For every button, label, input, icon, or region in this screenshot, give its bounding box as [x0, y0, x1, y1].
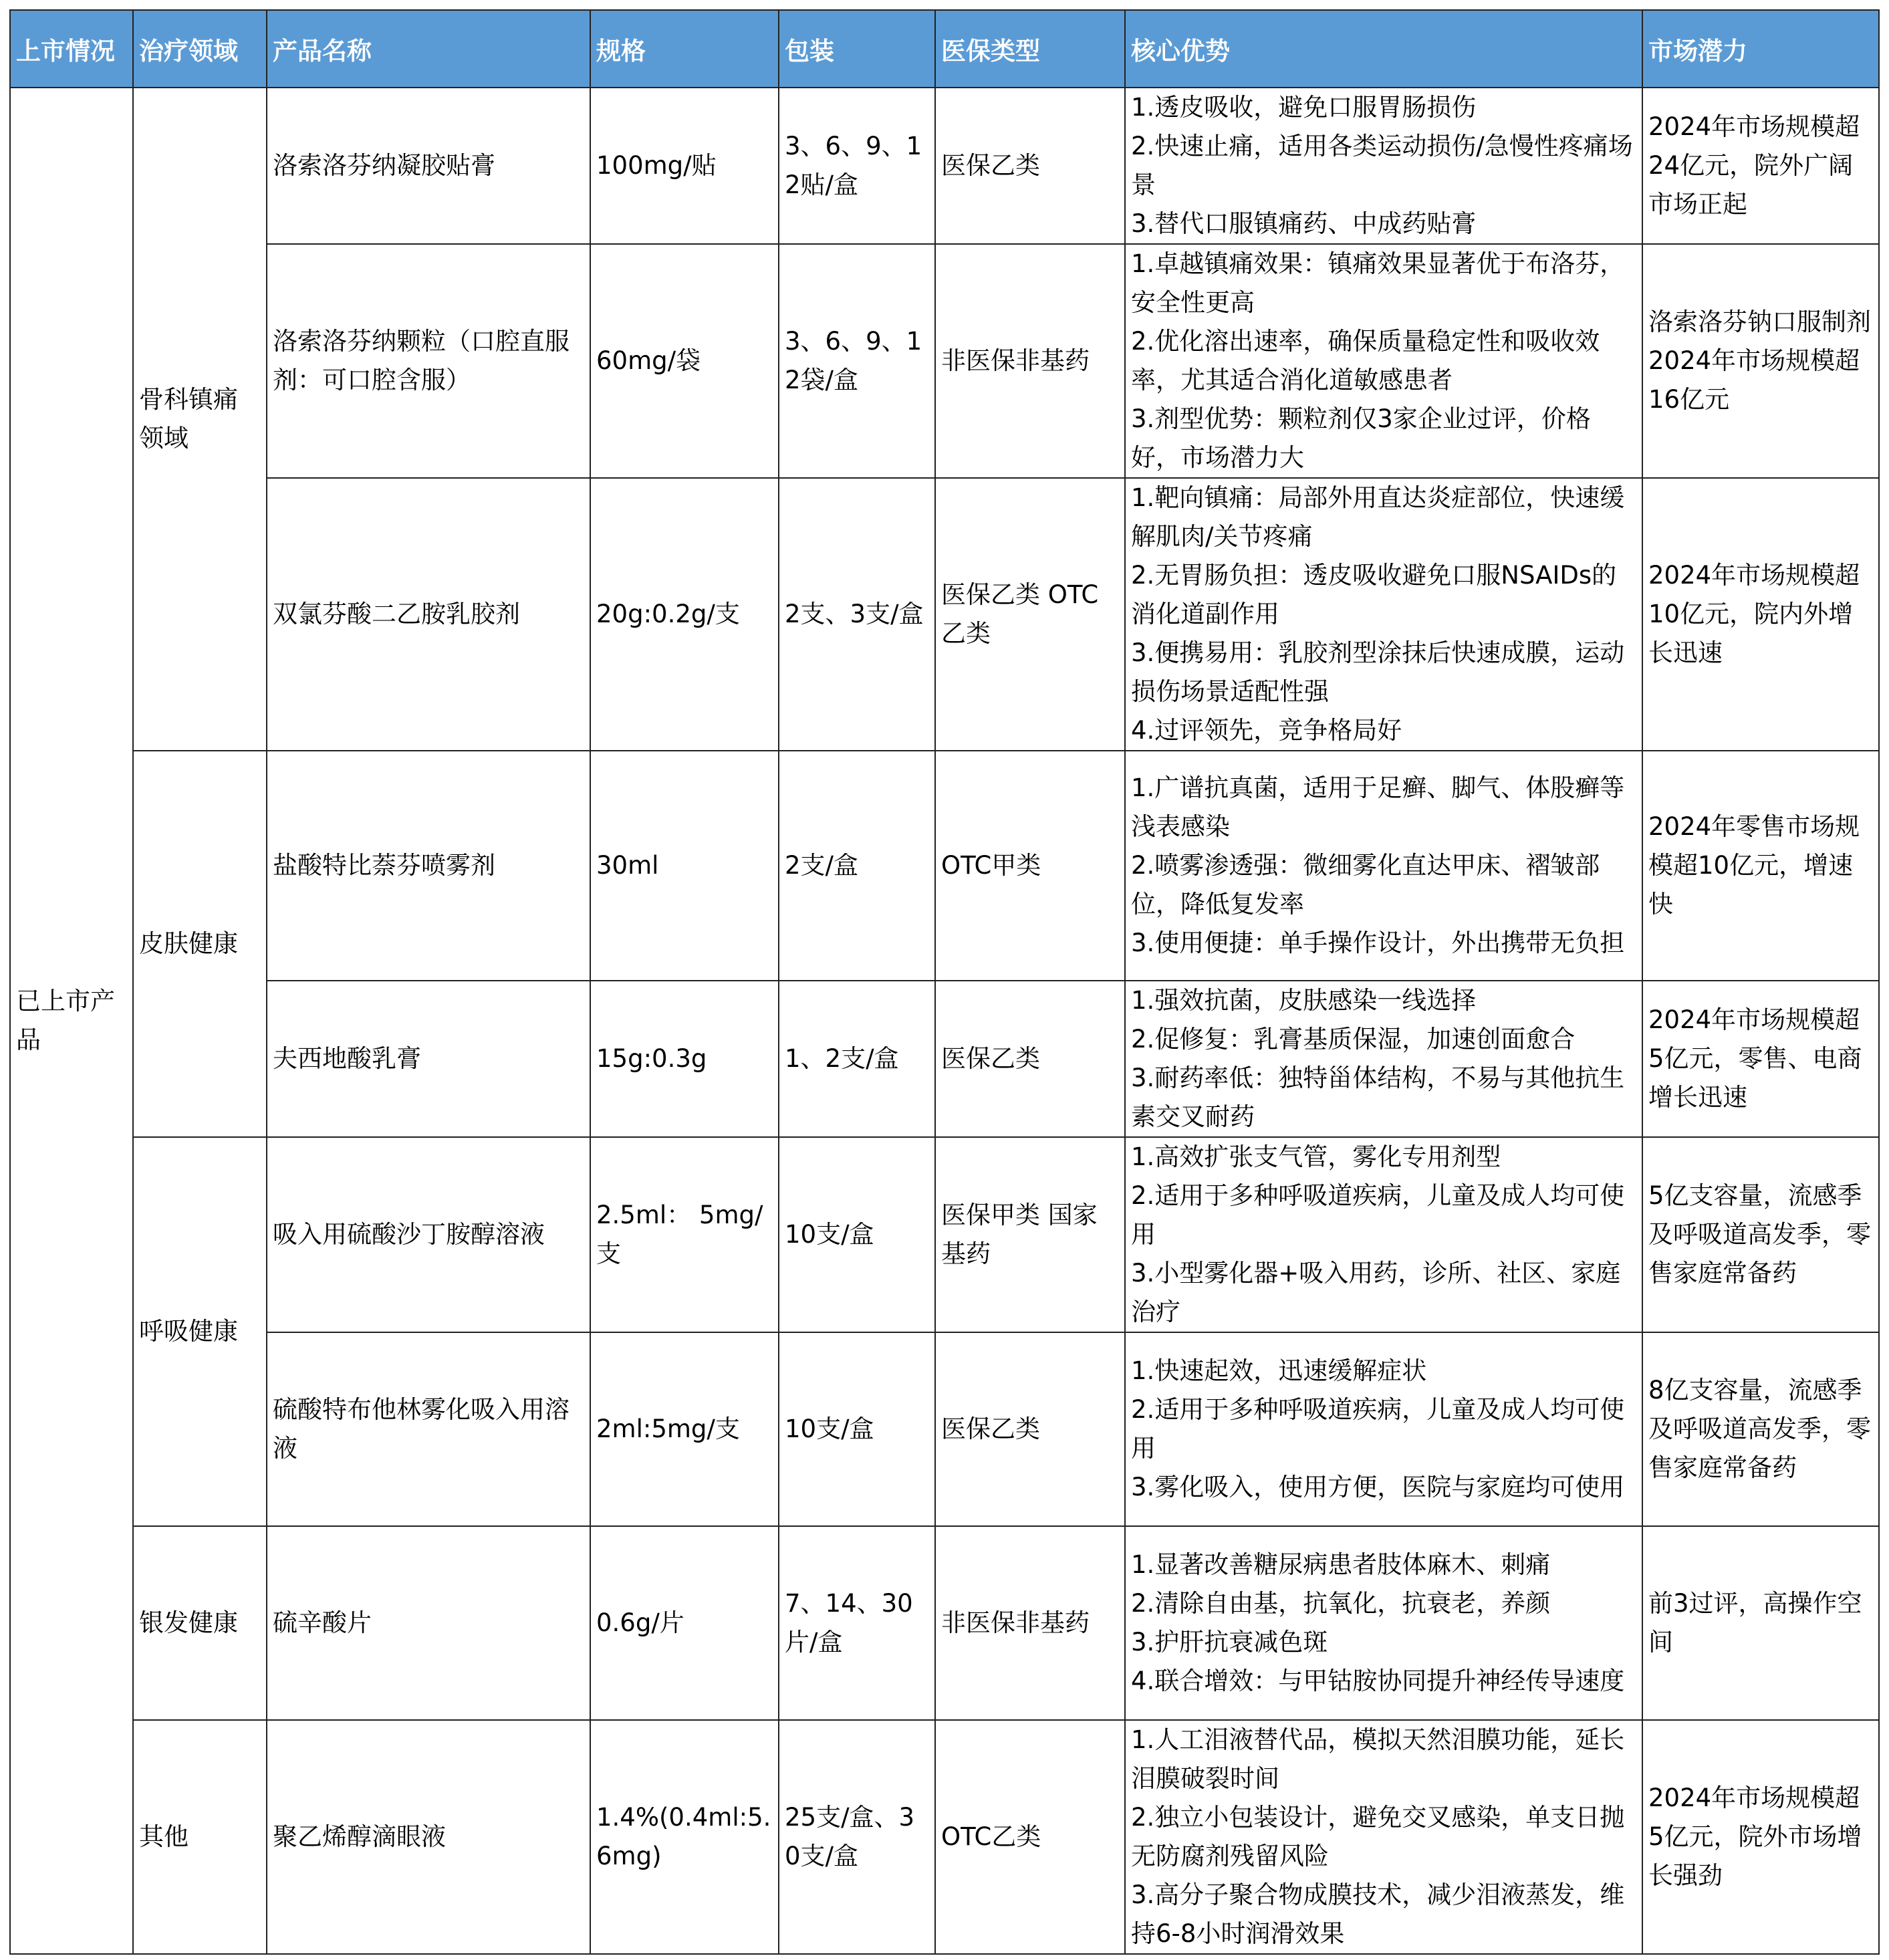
advantage-line: 3.护肝抗衰减色斑 [1131, 1628, 1328, 1657]
therapy-area-cell: 银发健康 [133, 1526, 267, 1720]
col-header-name: 产品名称 [267, 10, 590, 88]
advantages-cell [1125, 1332, 1642, 1526]
advantage-line: 3.小型雾化器+吸入用药，诊所、社区、家庭治疗 [1131, 1259, 1621, 1326]
pack-cell: 1、2支/盒 [779, 981, 935, 1137]
pack-cell: 2支/盒 [779, 751, 935, 981]
advantages-cell [1125, 244, 1642, 478]
product-name-cell: 聚乙烯醇滴眼液 [267, 1720, 590, 1954]
market-potential-cell: 前3过评，高操作空间 [1642, 1526, 1879, 1720]
advantage-line: 1.卓越镇痛效果：镇痛效果显著优于布洛芬，安全性更高 [1131, 249, 1625, 317]
market-potential-cell: 2024年市场规模超5亿元，院外市场增长强劲 [1642, 1720, 1879, 1954]
product-name-cell: 洛索洛芬纳颗粒（口腔直服剂：可口腔含服） [267, 244, 590, 478]
col-header-market: 市场潜力 [1642, 10, 1879, 88]
table-row [10, 244, 1879, 478]
product-name-cell: 硫酸特布他林雾化吸入用溶液 [267, 1332, 590, 1526]
table-row [10, 981, 1879, 1137]
advantage-line: 1.透皮吸收，避免口服胃肠损伤 [1131, 93, 1477, 122]
product-name-cell: 夫西地酸乳膏 [267, 981, 590, 1137]
table-row [10, 751, 1879, 981]
market-potential-cell: 2024年市场规模超5亿元，零售、电商增长迅速 [1642, 981, 1879, 1137]
product-table [9, 9, 1880, 1955]
advantage-line: 2.优化溶出速率，确保质量稳定性和吸收效率，尤其适合消化道敏感患者 [1131, 327, 1600, 394]
advantage-line: 1.强效抗菌，皮肤感染一线选择 [1131, 986, 1477, 1015]
pack-cell: 10支/盒 [779, 1137, 935, 1332]
market-potential-cell: 2024年零售市场规模超10亿元，增速快 [1642, 751, 1879, 981]
pack-cell: 25支/盒、30支/盒 [779, 1720, 935, 1954]
product-name-cell: 吸入用硫酸沙丁胺醇溶液 [267, 1137, 590, 1332]
pack-cell: 2支、3支/盒 [779, 478, 935, 751]
product-name-cell: 双氯芬酸二乙胺乳胶剂 [267, 478, 590, 751]
table-row [10, 1720, 1879, 1954]
advantage-line: 3.替代口服镇痛药、中成药贴膏 [1131, 209, 1477, 238]
col-header-spec: 规格 [590, 10, 779, 88]
advantage-line: 2.快速止痛，适用各类运动损伤/急慢性疼痛场景 [1131, 132, 1633, 199]
table-row [10, 478, 1879, 751]
product-name-cell: 洛索洛芬纳凝胶贴膏 [267, 88, 590, 244]
advantage-line: 2.无胃肠负担：透皮吸收避免口服NSAIDs的消化道副作用 [1131, 561, 1617, 628]
product-name-cell: 硫辛酸片 [267, 1526, 590, 1720]
header-row [10, 10, 1879, 88]
therapy-area-cell: 骨科镇痛领域 [133, 88, 267, 751]
col-header-advantages: 核心优势 [1125, 10, 1642, 88]
advantage-line: 3.高分子聚合物成膜技术，减少泪液蒸发，维持6-8小时润滑效果 [1131, 1880, 1625, 1948]
advantage-line: 1.显著改善糖尿病患者肢体麻木、刺痛 [1131, 1550, 1551, 1579]
col-header-pack: 包装 [779, 10, 935, 88]
therapy-area-cell: 呼吸健康 [133, 1137, 267, 1526]
advantage-line: 3.雾化吸入，使用方便，医院与家庭均可使用 [1131, 1473, 1625, 1501]
therapy-area-cell: 皮肤健康 [133, 751, 267, 1137]
spec-cell: 60mg/袋 [590, 244, 779, 478]
advantages-cell [1125, 1526, 1642, 1720]
insurance-cell: 医保乙类 [935, 1332, 1125, 1526]
pack-cell: 7、14、30片/盒 [779, 1526, 935, 1720]
insurance-cell: OTC乙类 [935, 1720, 1125, 1954]
market-potential-cell: 5亿支容量，流感季及呼吸道高发季，零售家庭常备药 [1642, 1137, 1879, 1332]
advantage-line: 4.过评领先，竞争格局好 [1131, 716, 1402, 745]
advantage-line: 3.耐药率低：独特甾体结构，不易与其他抗生素交叉耐药 [1131, 1064, 1625, 1131]
market-potential-cell: 8亿支容量，流感季及呼吸道高发季，零售家庭常备药 [1642, 1332, 1879, 1526]
advantage-line: 4.联合增效：与甲钴胺协同提升神经传导速度 [1131, 1667, 1625, 1695]
table-row [10, 1526, 1879, 1720]
advantages-cell [1125, 1720, 1642, 1954]
advantage-line: 2.喷雾渗透强：微细雾化直达甲床、褶皱部位，降低复发率 [1131, 851, 1600, 918]
pack-cell: 3、6、9、12袋/盒 [779, 244, 935, 478]
insurance-cell: 非医保非基药 [935, 1526, 1125, 1720]
insurance-cell: 医保乙类 [935, 88, 1125, 244]
table-row [10, 1137, 1879, 1332]
pack-cell: 10支/盒 [779, 1332, 935, 1526]
advantage-line: 1.快速起效，迅速缓解症状 [1131, 1356, 1427, 1385]
product-name-cell: 盐酸特比萘芬喷雾剂 [267, 751, 590, 981]
insurance-cell: OTC甲类 [935, 751, 1125, 981]
market-potential-cell: 2024年市场规模超24亿元，院外广阔市场正起 [1642, 88, 1879, 244]
advantage-line: 2.适用于多种呼吸道疾病，儿童及成人均可使用 [1131, 1181, 1625, 1249]
spec-cell: 30ml [590, 751, 779, 981]
spec-cell: 1.4%(0.4ml:5.6mg) [590, 1720, 779, 1954]
insurance-cell: 医保甲类 国家基药 [935, 1137, 1125, 1332]
advantages-cell [1125, 1137, 1642, 1332]
advantages-cell [1125, 478, 1642, 751]
insurance-cell: 医保乙类 [935, 981, 1125, 1137]
spec-cell: 0.6g/片 [590, 1526, 779, 1720]
pack-cell: 3、6、9、12贴/盒 [779, 88, 935, 244]
table-row [10, 1332, 1879, 1526]
advantages-cell [1125, 88, 1642, 244]
therapy-area-cell: 其他 [133, 1720, 267, 1954]
advantage-line: 2.清除自由基，抗氧化，抗衰老，养颜 [1131, 1589, 1551, 1618]
insurance-cell: 非医保非基药 [935, 244, 1125, 478]
advantage-line: 2.适用于多种呼吸道疾病，儿童及成人均可使用 [1131, 1395, 1625, 1463]
market-potential-cell: 洛索洛芬钠口服制剂2024年市场规模超16亿元 [1642, 244, 1879, 478]
advantage-line: 2.促修复：乳膏基质保湿，加速创面愈合 [1131, 1025, 1576, 1054]
spec-cell: 15g:0.3g [590, 981, 779, 1137]
advantage-line: 1.靶向镇痛：局部外用直达炎症部位，快速缓解肌肉/关节疼痛 [1131, 483, 1625, 551]
col-header-insurance: 医保类型 [935, 10, 1125, 88]
listing-status-cell: 已上市产品 [10, 88, 133, 1954]
advantage-line: 1.高效扩张支气管，雾化专用剂型 [1131, 1142, 1501, 1171]
advantage-line: 2.独立小包装设计，避免交叉感染，单支日抛无防腐剂残留风险 [1131, 1803, 1625, 1870]
col-header-area: 治疗领域 [133, 10, 267, 88]
advantage-line: 3.剂型优势：颗粒剂仅3家企业过评，价格好，市场潜力大 [1131, 404, 1591, 472]
spec-cell: 2.5ml： 5mg/支 [590, 1137, 779, 1332]
advantage-line: 1.人工泪液替代品，模拟天然泪膜功能，延长泪膜破裂时间 [1131, 1725, 1625, 1793]
spec-cell: 2ml:5mg/支 [590, 1332, 779, 1526]
spec-cell: 20g:0.2g/支 [590, 478, 779, 751]
col-header-status: 上市情况 [10, 10, 133, 88]
spec-cell: 100mg/贴 [590, 88, 779, 244]
table-row [10, 88, 1879, 244]
advantages-cell [1125, 751, 1642, 981]
insurance-cell: 医保乙类 OTC乙类 [935, 478, 1125, 751]
advantage-line: 3.使用便捷：单手操作设计，外出携带无负担 [1131, 929, 1625, 957]
advantage-line: 3.便携易用：乳胶剂型涂抹后快速成膜，运动损伤场景适配性强 [1131, 638, 1625, 706]
advantages-cell [1125, 981, 1642, 1137]
market-potential-cell: 2024年市场规模超10亿元，院内外增长迅速 [1642, 478, 1879, 751]
advantage-line: 1.广谱抗真菌，适用于足癣、脚气、体股癣等浅表感染 [1131, 773, 1625, 841]
